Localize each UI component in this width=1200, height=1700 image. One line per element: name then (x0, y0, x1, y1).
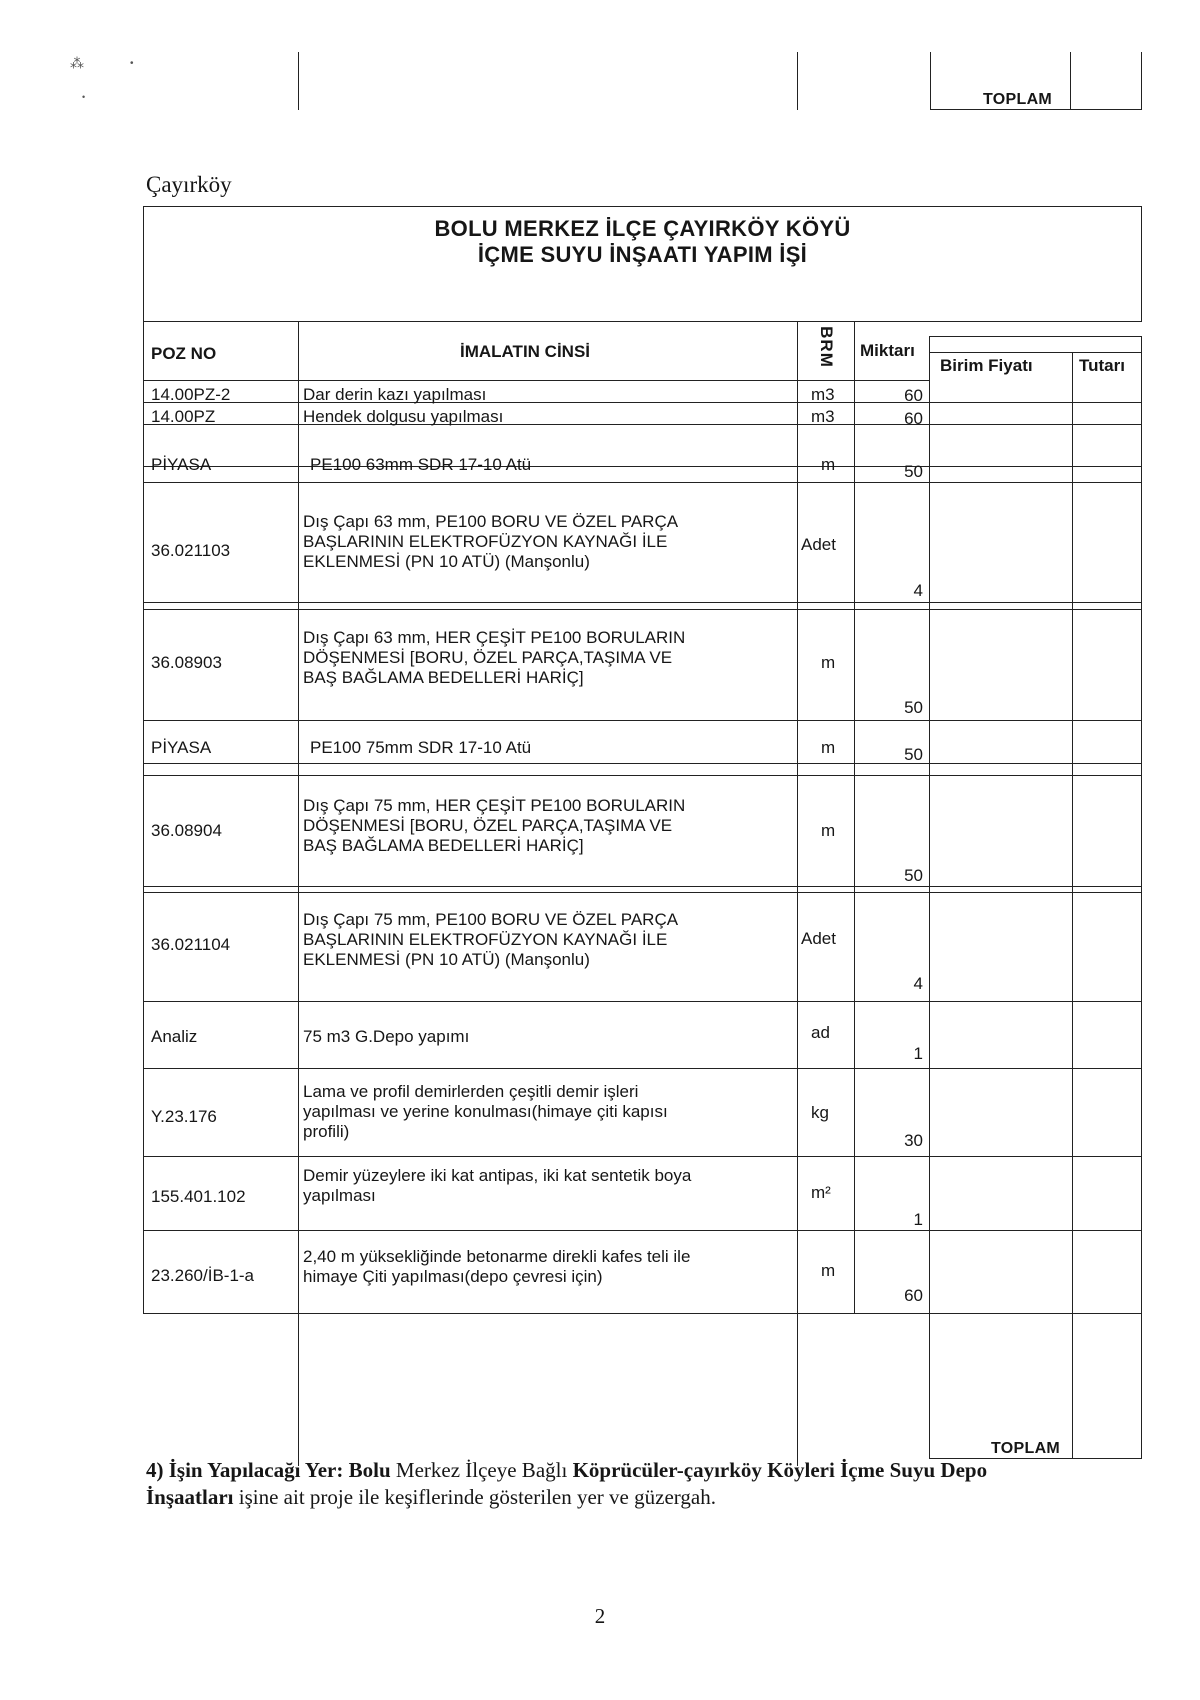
row-2-brm: m3 (811, 407, 835, 426)
location-middle: Merkez İlçeye Bağlı (390, 1458, 573, 1482)
header-imalat: İMALATIN CİNSİ (460, 342, 591, 361)
col-line-brm (797, 321, 798, 1466)
location-paragraph (146, 1457, 1066, 1511)
location-prefix: 4) İşin Yapılacağı Yer: Bolu (146, 1458, 391, 1482)
row-3-miktar: 50 (904, 462, 923, 481)
row-10-miktar: 30 (904, 1131, 923, 1150)
row-4-miktar: 4 (913, 581, 923, 600)
row-6-miktar: 50 (904, 745, 923, 764)
project-title-line2: İÇME SUYU İNŞAATI YAPIM İŞİ (477, 242, 808, 267)
row-10-desc: Lama ve profil demirlerden çeşitli demir işleri yapılması ve yerine konulması(himaye çiti kapısı profili) (303, 1082, 668, 1141)
header-miktar: Miktarı (860, 341, 915, 360)
project-title-line1: BOLU MERKEZ İLÇE ÇAYIRKÖY KÖYÜ (434, 216, 851, 241)
col-line-right (1141, 336, 1142, 1459)
row-11-brm: m² (811, 1183, 831, 1202)
col-line-birim (929, 336, 930, 1459)
location-villages: Köprücüler-çayırköy Köyleri İçme Suyu Depo İnşaatları (146, 1458, 988, 1509)
top-line-left (298, 52, 299, 110)
top-toplam-label: TOPLAM (983, 91, 1053, 108)
row-5-desc: Dış Çapı 63 mm, HER ÇEŞİT PE100 BORULARIN DÖŞENMESİ [BORU, ÖZEL PARÇA,TAŞIMA VE BAŞ BAĞLAMA BEDELLERİ HARİÇ] (303, 628, 686, 687)
row-2-desc: Hendek dolgusu yapılması (303, 407, 504, 426)
row-11-miktar: 1 (913, 1210, 923, 1229)
header-poz-no: POZ NO (151, 344, 217, 363)
row-1-miktar: 60 (904, 386, 923, 405)
project-title (143, 216, 1142, 268)
row-1-poz: 14.00PZ-2 (151, 385, 231, 404)
row-9-brm: ad (811, 1023, 830, 1042)
row-12-desc: 2,40 m yüksekliğinde betonarme direkli kafes teli ile himaye Çiti yapılması(depo çevresi için) (303, 1247, 691, 1286)
row-4-brm: Adet (801, 535, 836, 554)
row-8-brm: Adet (801, 929, 836, 948)
row-7-miktar: 50 (904, 866, 923, 885)
location-rest: işine ait proje ile keşiflerinde gösterilen yer ve güzergah. (233, 1485, 716, 1509)
row-6-brm: m (821, 738, 836, 757)
row-3-poz: PİYASA (151, 455, 212, 474)
row-11-poz: 155.401.102 (151, 1187, 246, 1206)
main-table (143, 206, 1142, 1457)
row-3-desc: PE100 63mm SDR 17-10 Atü (310, 455, 532, 474)
col-line-miktar (854, 321, 855, 1314)
header-birim-fiyat: Birim Fiyatı (940, 356, 1033, 375)
row-4-desc: Dış Çapı 63 mm, PE100 BORU VE ÖZEL PARÇA BAŞLARININ ELEKTROFÜZYON KAYNAĞI İLE EKLENMESİ (PN 10 ATÜ) (Manşonlu) (303, 512, 679, 571)
scan-speck: • (82, 92, 86, 102)
row-12-poz: 23.260/İB-1-a (151, 1266, 255, 1285)
col-line-tutar (1072, 352, 1073, 1459)
row-10-poz: Y.23.176 (151, 1107, 217, 1126)
row-3-brm: m (821, 455, 836, 474)
row-9-miktar: 1 (913, 1044, 923, 1063)
row-5-poz: 36.08903 (151, 653, 222, 672)
top-toplam-box (930, 52, 1142, 110)
bottom-toplam-label: TOPLAM (991, 1440, 1061, 1457)
row-5-miktar: 50 (904, 698, 923, 717)
row-1-brm: m3 (811, 385, 835, 404)
row-5-brm: m (821, 653, 836, 672)
row-7-poz: 36.08904 (151, 821, 222, 840)
row-9-poz: Analiz (151, 1027, 198, 1046)
page-number: 2 (594, 1604, 606, 1628)
row-8-poz: 36.021104 (151, 935, 231, 954)
row-12-miktar: 60 (904, 1286, 923, 1305)
row-2-poz: 14.00PZ (151, 407, 216, 426)
row-7-brm: m (821, 821, 836, 840)
row-8-desc: Dış Çapı 75 mm, PE100 BORU VE ÖZEL PARÇA BAŞLARININ ELEKTROFÜZYON KAYNAĞI İLE EKLENMESİ (PN 10 ATÜ) (Manşonlu) (303, 910, 679, 969)
row-10-brm: kg (811, 1103, 829, 1122)
row-2-miktar: 60 (904, 409, 923, 428)
row-11-desc: Demir yüzeylere iki kat antipas, iki kat sentetik boya yapılması (303, 1166, 692, 1205)
row-6-desc: PE100 75mm SDR 17-10 Atü (310, 738, 532, 757)
header-tutar: Tutarı (1079, 356, 1125, 375)
col-line-desc (298, 321, 299, 1466)
row-12-brm: m (821, 1261, 836, 1280)
header-brm: BRM (817, 326, 836, 368)
row-9-desc: 75 m3 G.Depo yapımı (303, 1027, 470, 1046)
row-4-poz: 36.021103 (151, 541, 231, 560)
scan-speck: • (130, 58, 134, 69)
village-name: Çayırköy (146, 172, 232, 197)
row-6-poz: PİYASA (151, 738, 212, 757)
row-1-desc: Dar derin kazı yapılması (303, 385, 487, 404)
row-7-desc: Dış Çapı 75 mm, HER ÇEŞİT PE100 BORULARIN DÖŞENMESİ [BORU, ÖZEL PARÇA,TAŞIMA VE BAŞ BAĞLAMA BEDELLERİ HARİÇ] (303, 796, 686, 855)
scan-speck: ⁂ (70, 55, 84, 71)
row-8-miktar: 4 (913, 974, 923, 993)
top-line-mid (797, 52, 798, 110)
